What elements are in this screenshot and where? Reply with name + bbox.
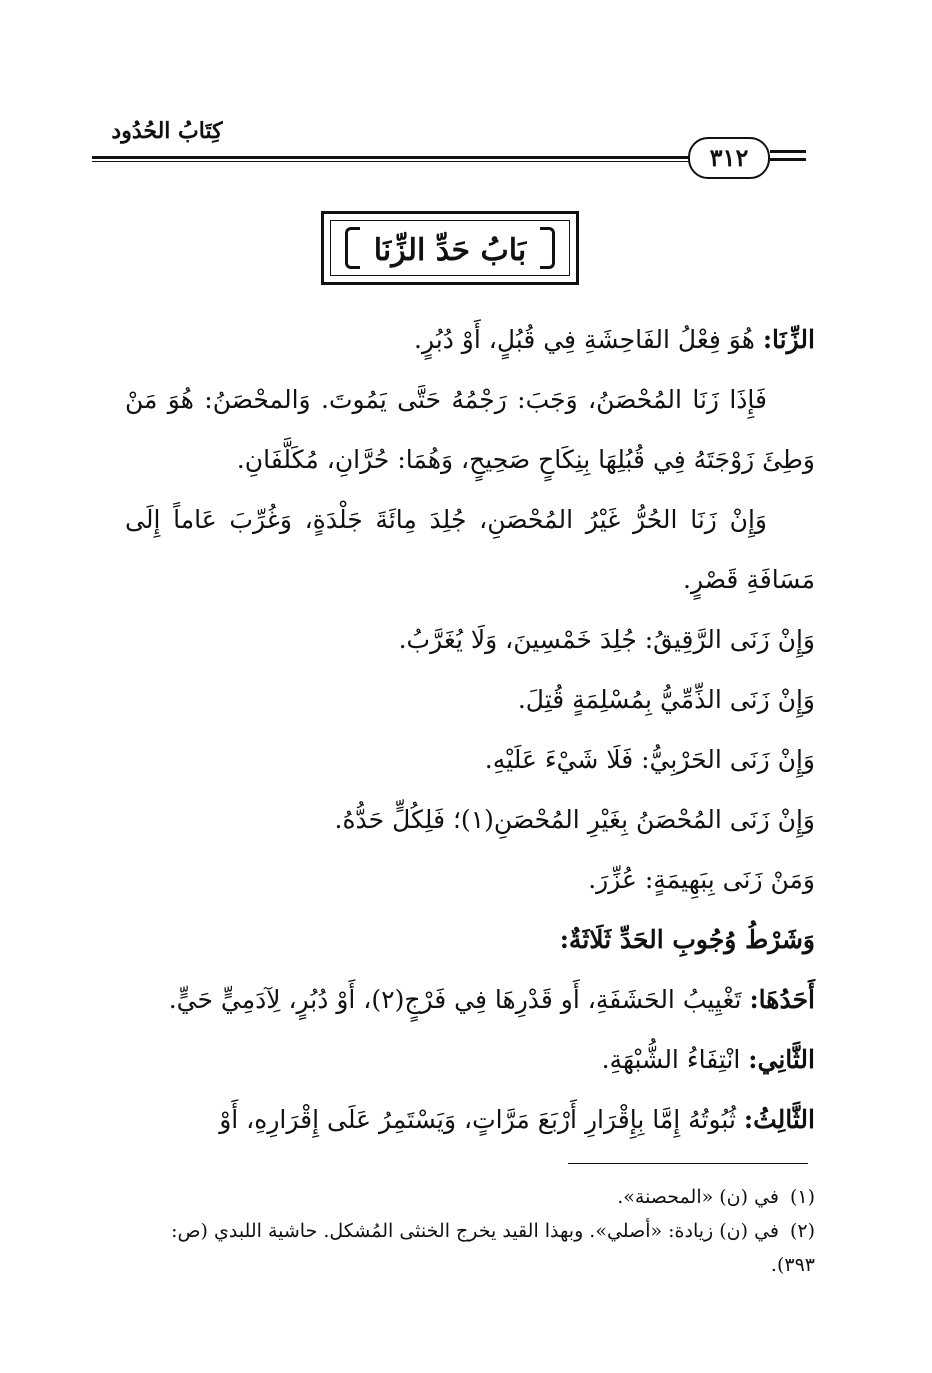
footnote — [125, 1214, 815, 1282]
term: الزِّنَا: — [762, 325, 815, 354]
paragraph-text: وَإِنْ زَنَى الحَرْبِيُّ: فَلَا شَيْءَ عَلَيْهِ. — [484, 745, 815, 774]
chapter-title-inner-frame — [330, 220, 570, 276]
paragraph-text: وَإِنْ زَنَى المُحْصَنُ بِغَيْرِ المُحْصَنِ(١)؛ فَلِكُلٍّ حَدُّهُ. — [334, 805, 815, 834]
footnote-text: في (ن) زيادة: «أصلي». وبهذا القيد يخرج الخنثى المُشكل. حاشية اللبدي (ص: ٣٩٣). — [171, 1220, 815, 1276]
paragraph — [125, 490, 815, 610]
footnote-number: (١) — [789, 1186, 815, 1208]
paragraph — [125, 310, 815, 370]
header-rule-thin — [92, 161, 770, 162]
term: الثَّالِثُ: — [743, 1105, 815, 1134]
chapter-title: بَابُ حَدِّ الزِّنَا — [373, 233, 527, 268]
paragraph-text: وَإِنْ زَنَى الذِّمِّيُّ بِمُسْلِمَةٍ قُتِلَ. — [517, 685, 815, 714]
paragraph-text: وَمَنْ زَنَى بِبَهِيمَةٍ: عُزِّرَ. — [588, 865, 815, 894]
paragraph-text: هُوَ فِعْلُ الفَاحِشَةِ فِي قُبُلٍ، أَوْ دُبُرٍ. — [414, 325, 763, 354]
term: الثَّانِي: — [748, 1045, 815, 1074]
header-rule — [92, 156, 770, 159]
footnote — [125, 1180, 815, 1214]
paragraph — [125, 610, 815, 670]
footnote-number: (٢) — [789, 1220, 815, 1242]
running-header-book-title: كِتَابُ الحُدُود — [111, 118, 223, 144]
paragraph — [125, 850, 815, 910]
paragraph — [125, 970, 815, 1030]
paragraph — [125, 910, 815, 970]
paragraph-text: وَإِنْ زَنَى الرَّقِيقُ: جُلِدَ خَمْسِينَ، وَلَا يُغَرَّبُ. — [398, 625, 815, 654]
footnotes — [125, 1180, 815, 1282]
footnote-rule — [568, 1163, 808, 1164]
paragraph-text: تَغْيِيبُ الحَشَفَةِ، أَو قَدْرِهَا فِي فَرْجٍ(٢)، أَوْ دُبُرٍ، لِآدَمِيٍّ حَيٍّ. — [168, 985, 750, 1014]
paragraph — [125, 1030, 815, 1090]
paragraph-text: فَإِذَا زَنَا المُحْصَنُ، وَجَبَ: رَجْمُهُ حَتَّى يَمُوتَ. وَالمحْصَنُ: هُوَ مَنْ وَطِئَ زَوْجَتَهُ فِي قُبُلِهَا بِنِكَاحٍ صَحِيحٍ، وَهُمَا: حُرَّانِ، مُكَلَّفَانِ. — [125, 385, 815, 474]
paragraph-text: وَإِنْ زَنَا الحُرُّ غَيْرُ المُحْصَنِ، جُلِدَ مِائَةَ جَلْدَةٍ، وَغُرِّبَ عَاماً إِلَى مَسَافَةِ قَصْرٍ. — [125, 505, 815, 594]
footnote-text: في (ن) «المحصنة». — [617, 1186, 779, 1208]
page-number-ornament — [770, 150, 806, 161]
section-heading: وَشَرْطُ وُجُوبِ الحَدِّ ثَلَاثَةٌ: — [559, 925, 815, 954]
paragraph-text: ثُبُوتُهُ إِمَّا بِإِقْرَارِ أَرْبَعَ مَرَّاتٍ، وَيَسْتَمِرُ عَلَى إِقْرَارِهِ، أَوْ — [219, 1105, 744, 1134]
paragraph — [125, 790, 815, 850]
paragraph — [125, 670, 815, 730]
paragraph-text: انْتِفَاءُ الشُّبْهَةِ. — [601, 1045, 749, 1074]
chapter-title-frame — [321, 211, 579, 285]
body-text — [125, 310, 815, 1150]
paragraph — [125, 730, 815, 790]
paragraph — [125, 1090, 815, 1150]
page-number: ٣١٢ — [688, 137, 770, 179]
paragraph — [125, 370, 815, 490]
term: أَحَدُهَا: — [749, 985, 815, 1014]
